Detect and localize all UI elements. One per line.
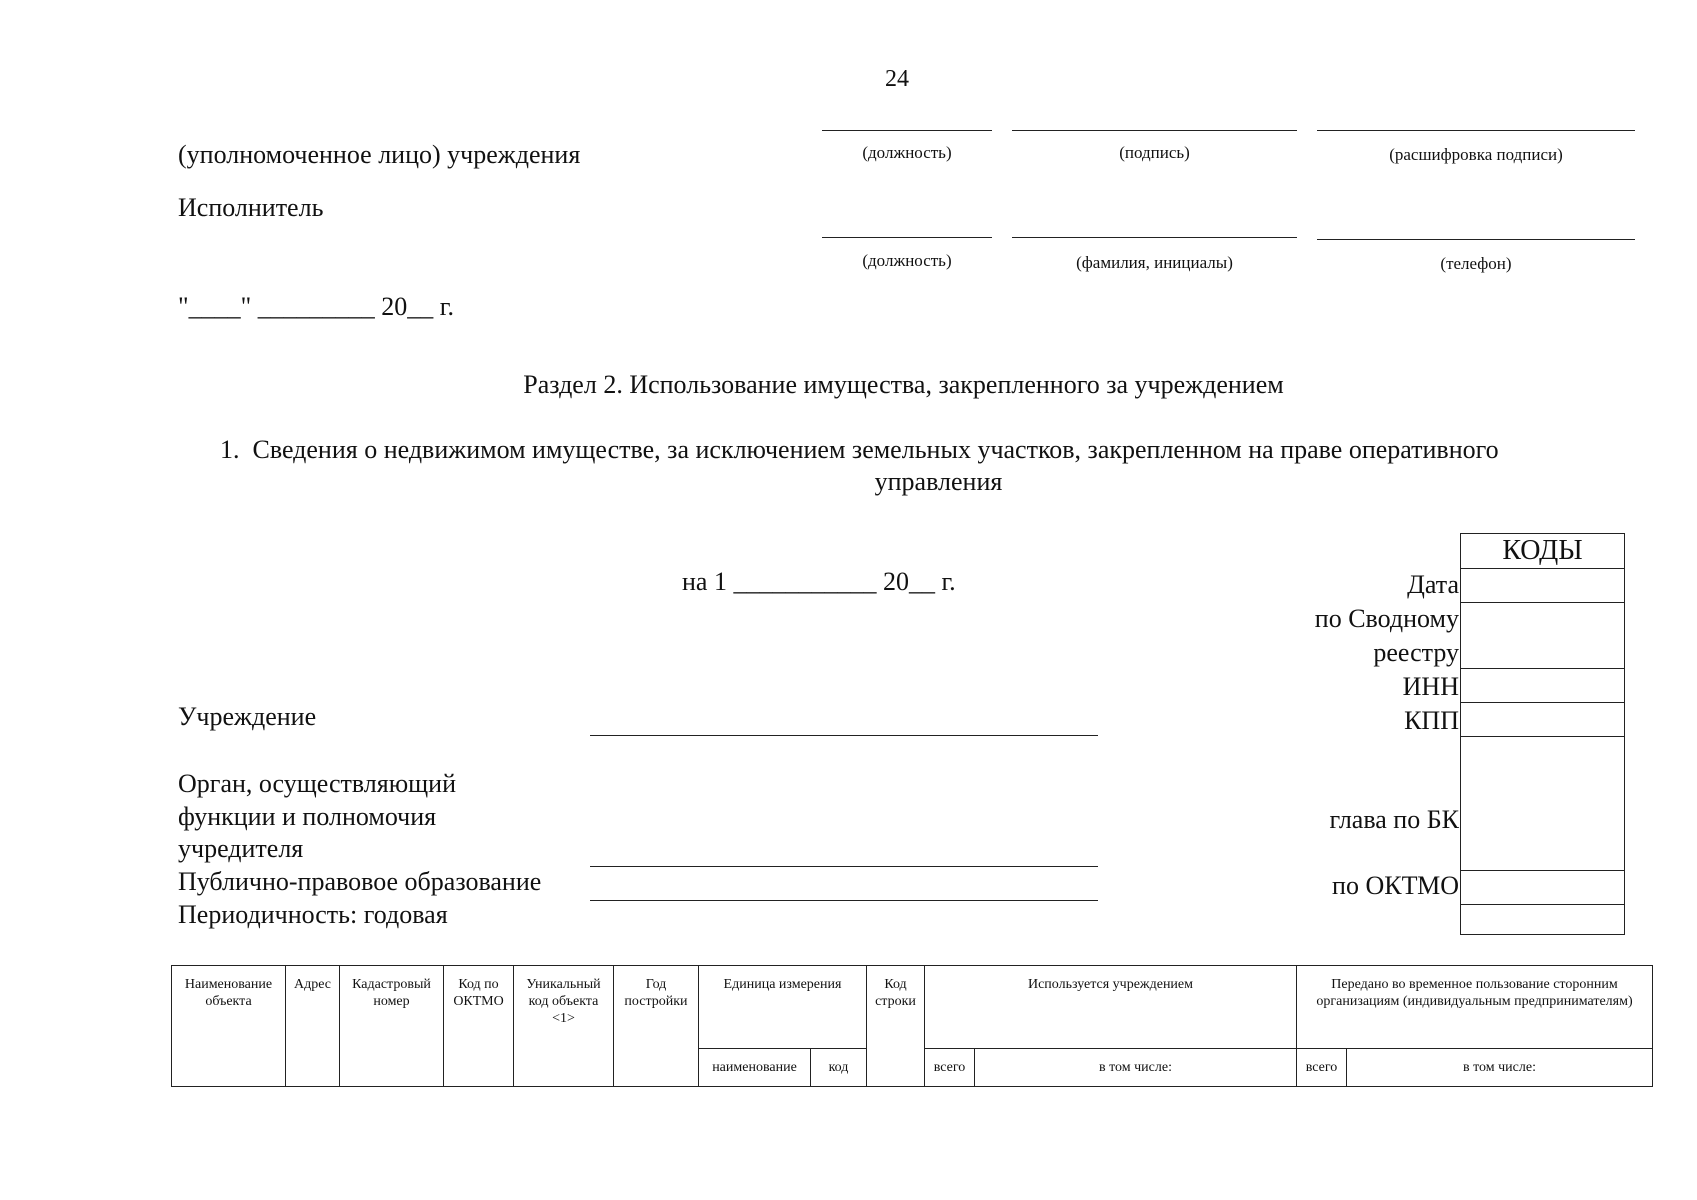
- label-oktmo: по ОКТМО: [1332, 871, 1459, 900]
- col-transferred: Передано во временное пользование сторонним организациям (индивидуальным предпринимателям): [1297, 966, 1653, 1049]
- col-unit: Единица измерения: [699, 966, 867, 1049]
- col-unit-name: наименование: [699, 1049, 811, 1087]
- col-name: Наименование объекта: [172, 966, 286, 1087]
- label-registry-2: реестру: [1373, 638, 1459, 667]
- signature-decode-line: [1317, 130, 1635, 131]
- name-caption: (фамилия, инициалы): [1076, 253, 1233, 272]
- col-year: Год постройки: [614, 966, 699, 1087]
- codes-box: [1460, 533, 1625, 935]
- subsection-number: 1.: [220, 435, 240, 464]
- label-institution: Учреждение: [178, 702, 317, 731]
- subsection-title-line2: управления: [874, 467, 1003, 496]
- position-line-1: [822, 130, 992, 131]
- property-table: [171, 965, 1653, 1087]
- position-line-2: [822, 237, 992, 238]
- public-entity-line: [590, 900, 1098, 901]
- label-kpp: КПП: [1404, 706, 1459, 735]
- label-registry-1: по Сводному: [1314, 604, 1459, 633]
- col-transferred-incl: в том числе:: [1347, 1049, 1653, 1087]
- authority-label: (уполномоченное лицо) учреждения: [178, 140, 581, 169]
- position-caption-1: (должность): [862, 143, 952, 162]
- signature-decode-caption: (расшифровка подписи): [1389, 145, 1563, 164]
- label-founder-3: учредителя: [178, 834, 304, 863]
- position-caption-2: (должность): [862, 251, 952, 270]
- label-public-entity: Публично-правовое образование: [178, 867, 542, 896]
- col-line-code: Код строки: [867, 966, 925, 1087]
- col-address: Адрес: [286, 966, 340, 1087]
- label-date: Дата: [1407, 570, 1459, 599]
- page-number: 24: [885, 66, 909, 92]
- col-used-total: всего: [925, 1049, 975, 1087]
- label-inn: ИНН: [1402, 672, 1459, 701]
- executor-label: Исполнитель: [178, 193, 324, 222]
- label-founder-1: Орган, осуществляющий: [178, 769, 456, 798]
- section-title: Раздел 2. Использование имущества, закрепленного за учреждением: [523, 370, 1284, 399]
- label-founder-2: функции и полномочия: [178, 802, 437, 831]
- col-unique-code: Уникальный код объекта <1>: [514, 966, 614, 1087]
- col-unit-code: код: [811, 1049, 867, 1087]
- institution-line: [590, 735, 1098, 736]
- subsection-title-line1: Сведения о недвижимом имуществе, за исключением земельных участков, закрепленном на праве оперативного: [252, 435, 1499, 464]
- col-used-incl: в том числе:: [975, 1049, 1297, 1087]
- founder-line: [590, 866, 1098, 867]
- col-oktmo: Код по ОКТМО: [444, 966, 514, 1087]
- signature-line: [1012, 130, 1297, 131]
- col-transferred-total: всего: [1297, 1049, 1347, 1087]
- name-line: [1012, 237, 1297, 238]
- phone-line: [1317, 239, 1635, 240]
- label-chapter: глава по БК: [1329, 805, 1459, 834]
- label-periodicity: Периодичность: годовая: [178, 900, 448, 929]
- col-cadastral: Кадастровый номер: [340, 966, 444, 1087]
- phone-caption: (телефон): [1440, 254, 1512, 273]
- col-used: Используется учреждением: [925, 966, 1297, 1049]
- signature-date: "____" _________ 20__ г.: [178, 292, 454, 321]
- codes-header: КОДЫ: [1502, 535, 1583, 566]
- as-of-date: на 1 ___________ 20__ г.: [682, 567, 956, 596]
- signature-caption: (подпись): [1119, 143, 1190, 162]
